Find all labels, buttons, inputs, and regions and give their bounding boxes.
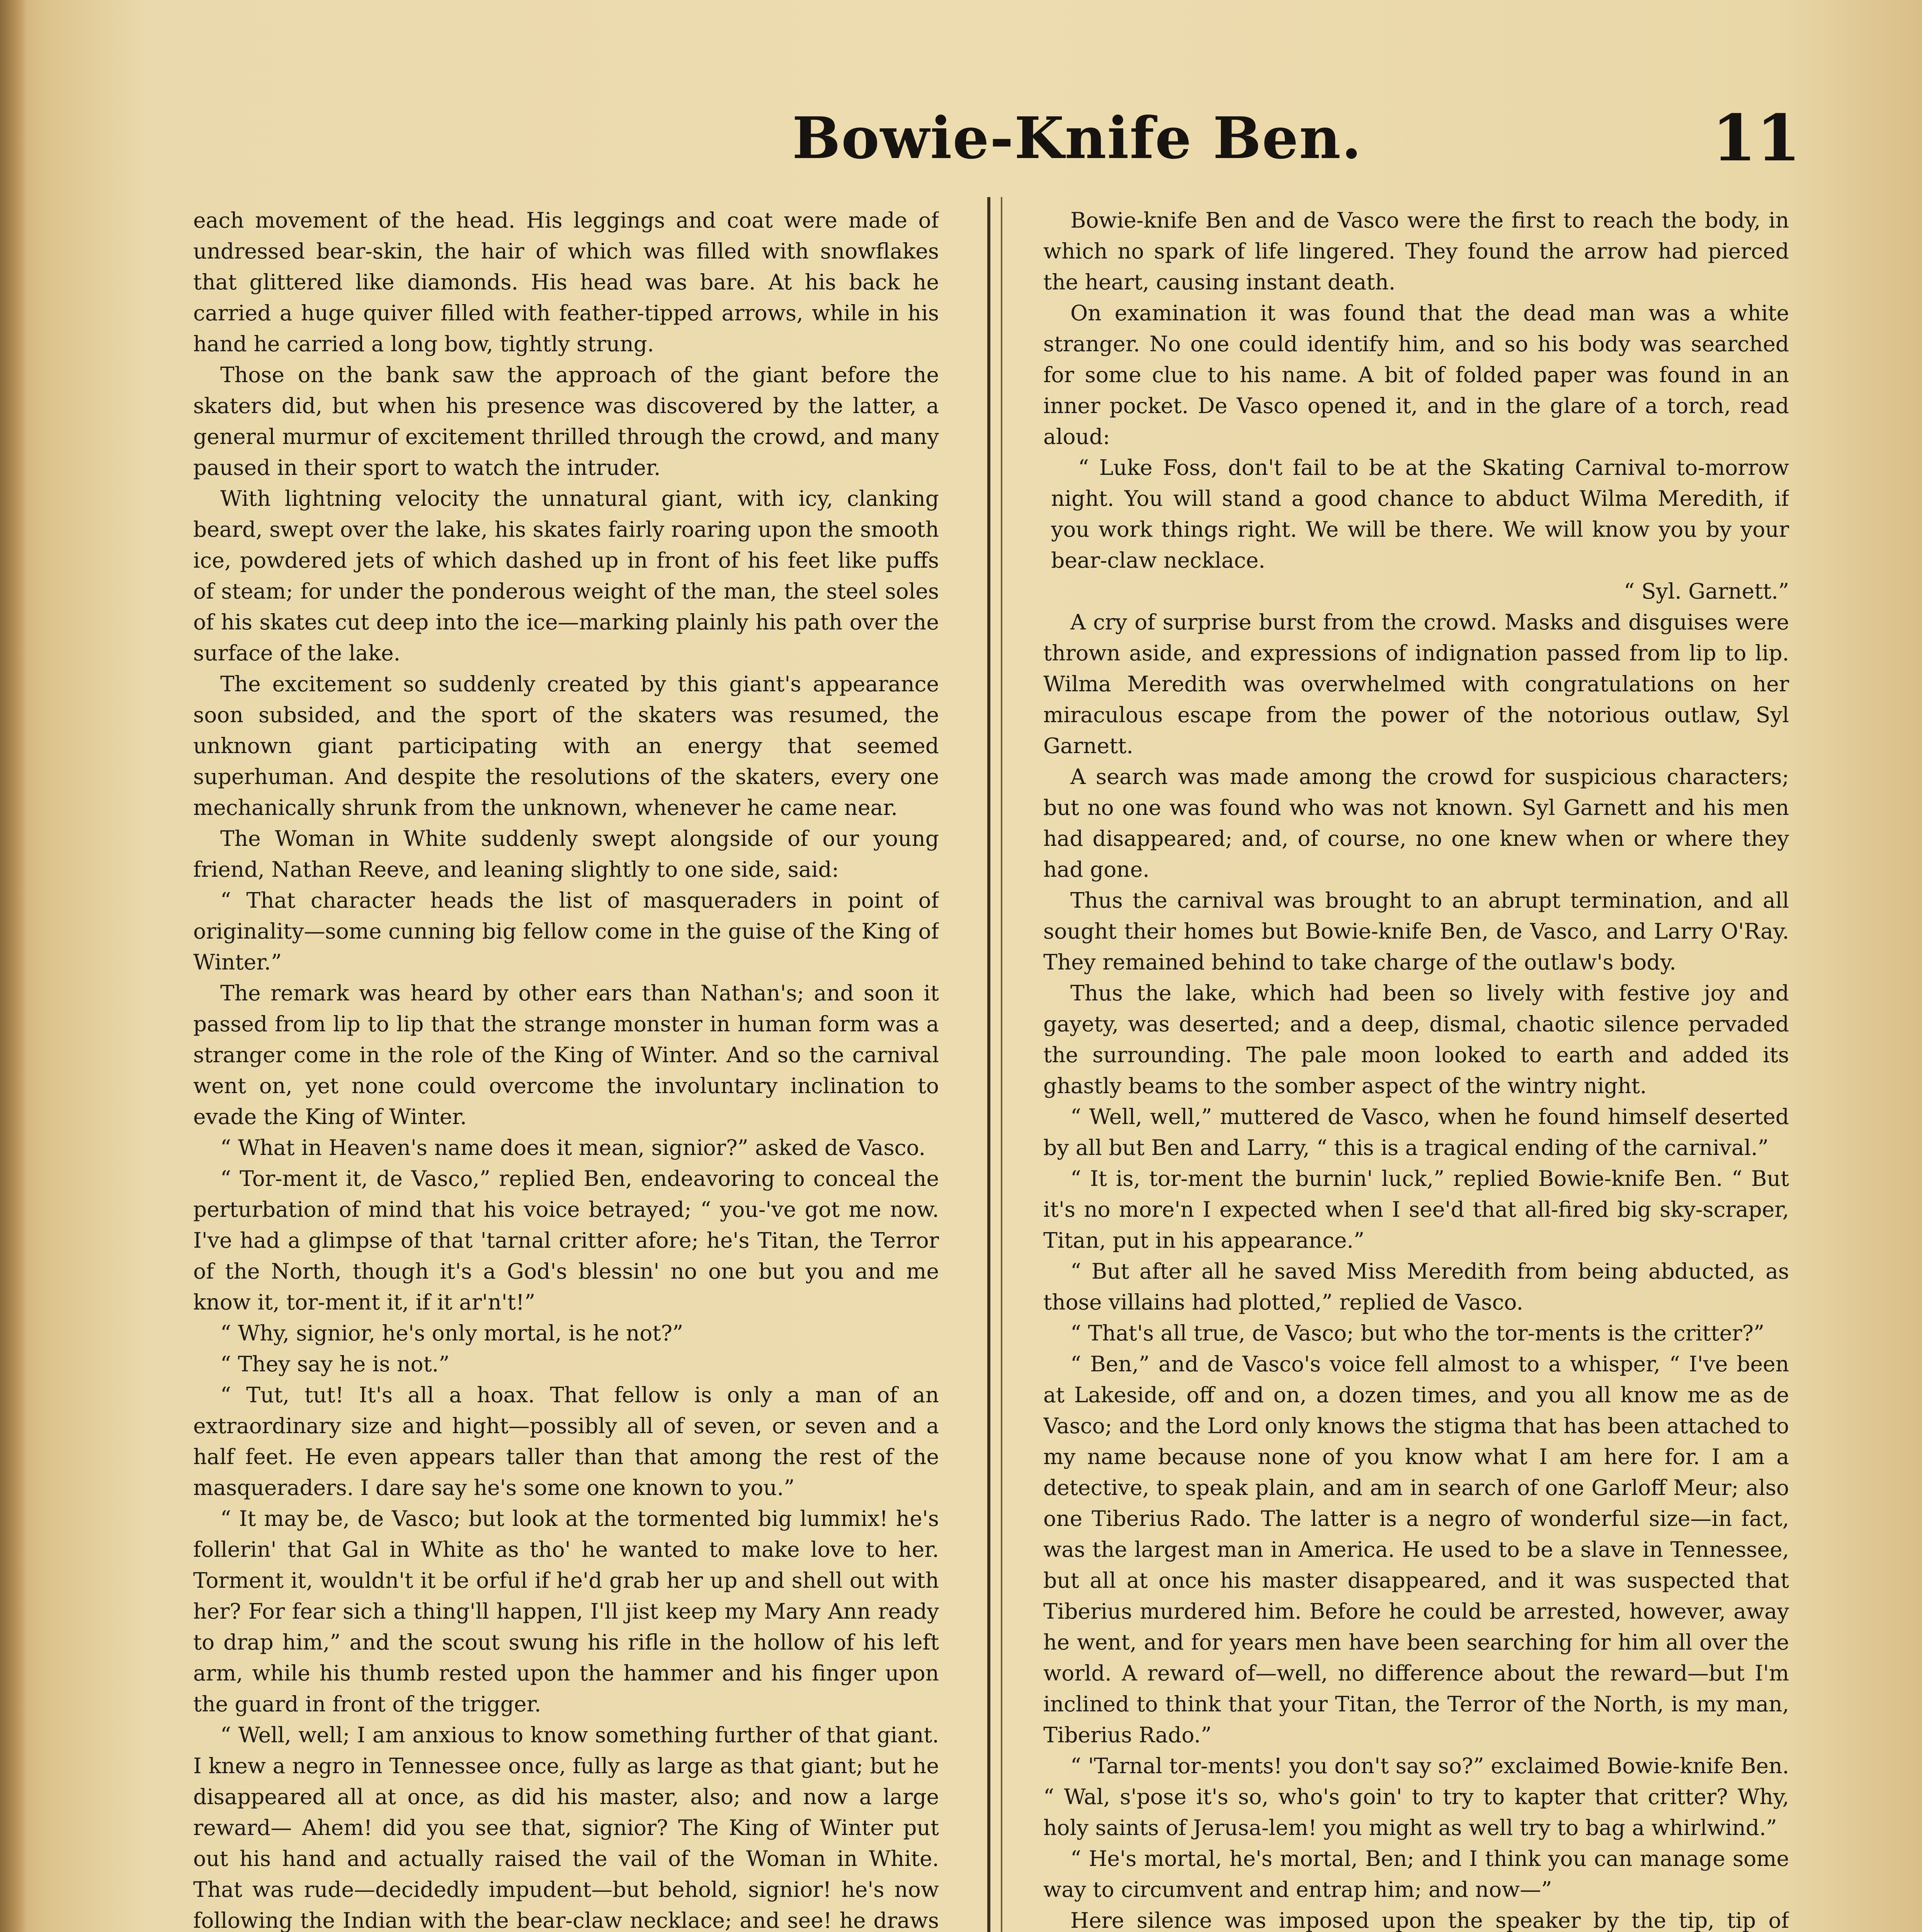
paragraph: “ Tut, tut! It's all a hoax. That fellow is only a man of an extraordinary size and hight—possibly all of seven, or seven and a half feet. He even appears taller than that among the rest of the masqueraders. I dare say he's some one known to you.”: [193, 1383, 939, 1500]
paragraph: Bowie-knife Ben and de Vasco were the first to reach the body, in which no spark of life lingered. They found the arrow had pierced the heart, causing instant death.: [1043, 208, 1789, 294]
paragraph: “ That's all true, de Vasco; but who the tor-ments is the critter?”: [1070, 1321, 1765, 1345]
paragraph: each movement of the head. His leggings and coat were made of undressed bear-skin, the hair of which was filled with snowflakes that glittered like diamonds. His head was bare. At his back he carried a huge quiver filled with feather-tipped arrows, while in his hand he carried a long bow, tightly strung.: [193, 208, 939, 356]
paragraph: “ Well, well,” muttered de Vasco, when he found himself deserted by all but Ben and Larry, “ this is a tragical ending of the carnival.”: [1043, 1104, 1789, 1160]
column-divider: [987, 197, 990, 1932]
page-number: 11: [1712, 100, 1801, 175]
paragraph: “ Well, well; I am anxious to know something further of that giant. I knew a negro in Tennessee once, fully as large as that giant; but he disappeared all at once, as did his master, also; and now a large reward— Ahem! did you see that, signior? The King of Winter put out his hand and actually raised the vail of the Woman in White. That was rude—decidedly impudent—but behold, signior! he's now following the Indian with the bear-claw necklace; and see! he draws: [193, 1723, 939, 1932]
paragraph: Those on the bank saw the approach of the giant before the skaters did, but when his presence was discovered by the latter, a general murmur of excitement thrilled through the crowd, and many paused in their sport to watch the intruder.: [193, 362, 939, 480]
paragraph: “ He's mortal, he's mortal, Ben; and I think you can manage some way to circumvent and entrap him; and now—”: [1043, 1846, 1789, 1902]
letter-text: “ Luke Foss, don't fail to be at the Skating Carnival to-morrow night. You will stand a good chance to abduct Wilma Meredith, if you work things right. We will be there. We will know you by your bear-claw necklace.: [1051, 455, 1789, 573]
paragraph: On examination it was found that the dead man was a white stranger. No one could identify him, and so his body was searched for some clue to his name. A bit of folded paper was found in an inner pocket. De Vasco opened it, and in the glare of a torch, read aloud:: [1043, 301, 1789, 449]
paragraph: “ 'Tarnal tor-ments! you don't say so?” exclaimed Bowie-knife Ben. “ Wal, s'pose it's so, who's goin' to try to kapter that critter? Why, holy saints of Jerusa-lem! you might as well try to bag a whirlwind.”: [1043, 1753, 1789, 1840]
column-divider-thin: [1001, 197, 1002, 1932]
paragraph: The excitement so suddenly created by this giant's appearance soon subsided, and the sport of the skaters was resumed, the unknown giant participating with an energy that seemed superhuman. And despite the resolutions of the skaters, every one mechanically shrunk from the unknown, whenever he came near.: [193, 672, 939, 820]
paragraph: With lightning velocity the unnatural giant, with icy, clanking beard, swept over the lake, his skates fairly roaring upon the smooth ice, powdered jets of which dashed up in front of his feet like puffs of steam; for under the ponderous weight of the man, the steel soles of his skates cut deep into the ice—marking plainly his path over the surface of the lake.: [193, 486, 939, 665]
page-header: [116, 89, 1808, 185]
running-title: Bowie-Knife Ben.: [792, 104, 1362, 172]
paragraph: “ It may be, de Vasco; but look at the tormented big lummix! he's follerin' that Gal in White as tho' he wanted to make love to her. Torment it, wouldn't it be orful if he'd grab her up and shell out with her? For fear sich a thing'll happen, I'll jist keep my Mary Ann ready to drap him,” and the scout swung his rifle in the hollow of his left arm, while his thumb rested upon the hammer and his finger upon the guard in front of the trigger.: [193, 1506, 939, 1716]
paragraph: Thus the lake, which had been so lively with festive joy and gayety, was deserted; and a deep, dismal, chaotic silence pervaded the surrounding. The pale moon looked to earth and added its ghastly beams to the somber aspect of the wintry night.: [1043, 981, 1789, 1098]
paragraph: “ Ben,” and de Vasco's voice fell almost to a whisper, “ I've been at Lakeside, off and on, a dozen times, and you all know me as de Vasco; and the Lord only knows the stigma that has been attached to my name because none of you know what I am here for. I am a detective, to speak plain, and am in search of one Garloff Meur; also one Tiberius Rado. The latter is a negro of wonderful size—in fact, was the largest man in America. He used to be a slave in Tennessee, but all at once his master disappeared, and it was suspected that Tiberius murdered him. Before he could be arrested, however, away he went, and for years men have been searching for him all over the world. A reward of—well, no difference about the reward—but I'm inclined to think that your Titan, the Terror of the North, is my man, Tiberius Rado.”: [1043, 1352, 1789, 1747]
right-column: [1043, 205, 1789, 1932]
paragraph: “ That character heads the list of masqueraders in point of originality—some cunning big fellow come in the guise of the King of Winter.”: [193, 888, 939, 975]
paragraph: “ But after all he saved Miss Meredith from being abducted, as those villains had plotted,” replied de Vasco.: [1043, 1259, 1789, 1315]
paragraph: “ What in Heaven's name does it mean, signior?” asked de Vasco.: [220, 1135, 926, 1160]
paragraph: Thus the carnival was brought to an abrupt termination, and all sought their homes but Bowie-knife Ben, de Vasco, and Larry O'Ray. They remained behind to take charge of the outlaw's body.: [1043, 888, 1789, 975]
paragraph: “ It is, tor-ment the burnin' luck,” replied Bowie-knife Ben. “ But it's no more'n I expected when I see'd that all-fired big sky-scraper, Titan, put in his appearance.”: [1043, 1166, 1789, 1253]
paragraph: “ They say he is not.”: [220, 1352, 450, 1376]
letter-signature: “ Syl. Garnett.”: [1624, 579, 1789, 604]
paragraph: The remark was heard by other ears than Nathan's; and soon it passed from lip to lip that the strange monster in human form was a stranger come in the role of the King of Winter. And so the carnival went on, yet none could overcome the involuntary inclination to evade the King of Winter.: [193, 981, 939, 1129]
paragraph: “ Why, signior, he's only mortal, is he not?”: [220, 1321, 684, 1345]
paragraph: “ Tor-ment it, de Vasco,” replied Ben, endeavoring to conceal the perturbation of mind that his voice betrayed; “ you-'ve got me now. I've had a glimpse of that 'tarnal critter afore; he's Titan, the Terror of the North, though it's a God's blessin' no one but you and me know it, tor-ment it, if it ar'n't!”: [193, 1166, 939, 1315]
paragraph: A cry of surprise burst from the crowd. Masks and disguises were thrown aside, and expressions of indignation passed from lip to lip. Wilma Meredith was overwhelmed with congratulations on her miraculous escape from the power of the notorious outlaw, Syl Garnett.: [1043, 610, 1789, 758]
paragraph: The Woman in White suddenly swept alongside of our young friend, Nathan Reeve, and leaning slightly to one side, said:: [193, 826, 939, 882]
binding-edge: [0, 0, 27, 1932]
paragraph: A search was made among the crowd for suspicious characters; but no one was found who was not known. Syl Garnett and his men had disappeared; and, of course, no one knew when or where they had gone.: [1043, 764, 1789, 882]
left-column: [193, 205, 939, 1932]
paragraph: Here silence was imposed upon the speaker by the tip, tip of: [1070, 1908, 1789, 1932]
